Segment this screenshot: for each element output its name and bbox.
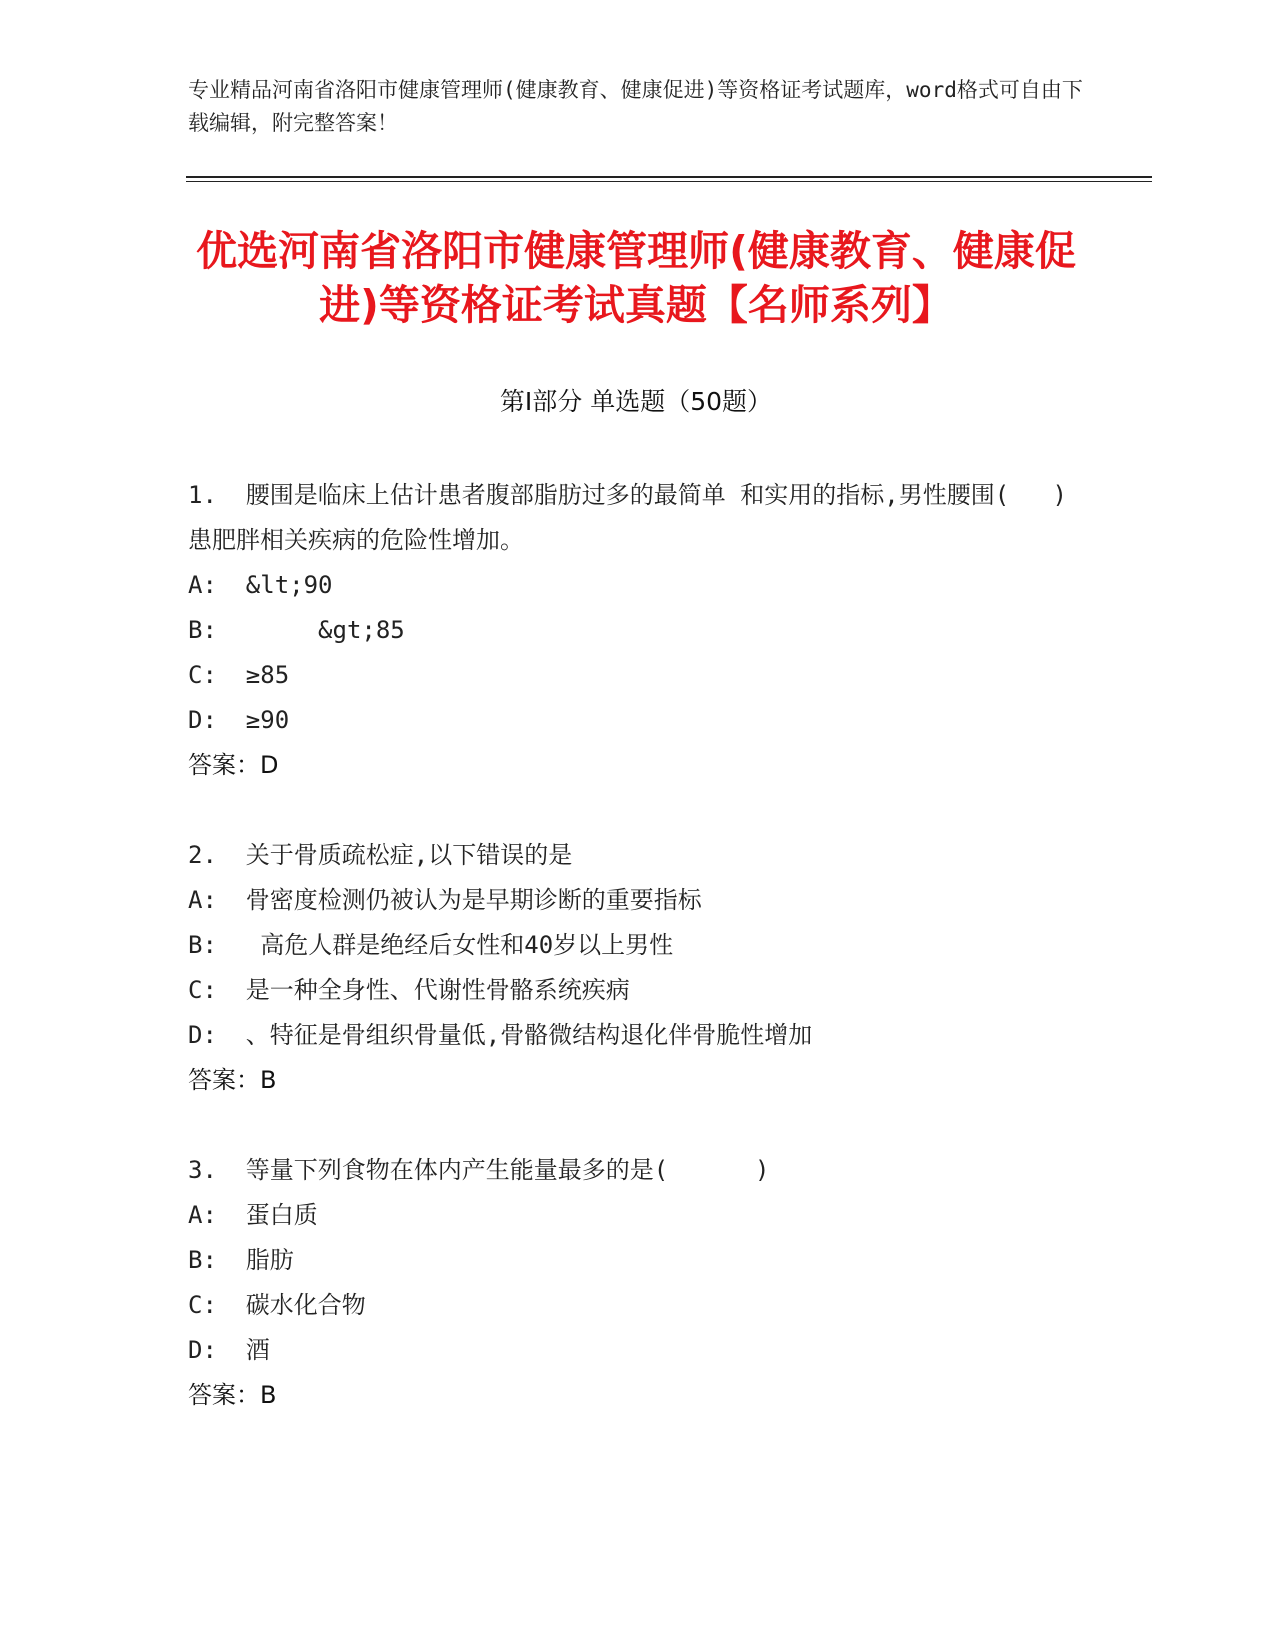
- document-title: 优选河南省洛阳市健康管理师(健康教育、健康促进)等资格证考试真题【名师系列】: [196, 227, 1076, 329]
- question-stem: 2. 关于骨质疏松症,以下错误的是: [188, 841, 573, 869]
- option-b: B: &gt;85: [188, 616, 405, 644]
- answer-line: 答案：D: [188, 751, 279, 779]
- option-c: C: ≥85: [188, 661, 290, 689]
- option-b: B: 高危人群是绝经后女性和40岁以上男性: [188, 931, 674, 959]
- section-heading: 第Ⅰ部分 单选题（50题）: [499, 387, 773, 416]
- question-2: [188, 833, 1088, 1103]
- question-1: [188, 473, 1088, 788]
- answer-line: 答案：B: [188, 1381, 277, 1409]
- option-c: C: 是一种全身性、代谢性骨骼系统疾病: [188, 976, 630, 1004]
- question-stem: 1. 腰围是临床上估计患者腹部脂肪过多的最简单 和实用的指标,男性腰围( )患肥胖相关疾病的危险性增加。: [188, 481, 1067, 554]
- option-a: A: &lt;90: [188, 571, 333, 599]
- option-a: A: 骨密度检测仍被认为是早期诊断的重要指标: [188, 886, 702, 914]
- header-divider-thick: [186, 176, 1152, 178]
- option-d: D: 、特征是骨组织骨量低,骨骼微结构退化伴骨脆性增加: [188, 1021, 813, 1049]
- option-d: D: 酒: [188, 1336, 270, 1364]
- header-divider-thin: [186, 181, 1152, 182]
- question-stem: 3. 等量下列食物在体内产生能量最多的是( ): [188, 1156, 770, 1184]
- header-note: 专业精品河南省洛阳市健康管理师(健康教育、健康促进)等资格证考试题库，word格式可自由下载编辑，附完整答案！: [188, 78, 1083, 135]
- option-d: D: ≥90: [188, 706, 290, 734]
- option-a: A: 蛋白质: [188, 1201, 318, 1229]
- option-b: B: 脂肪: [188, 1246, 294, 1274]
- question-3: [188, 1148, 1088, 1418]
- option-c: C: 碳水化合物: [188, 1291, 366, 1319]
- answer-line: 答案：B: [188, 1066, 277, 1094]
